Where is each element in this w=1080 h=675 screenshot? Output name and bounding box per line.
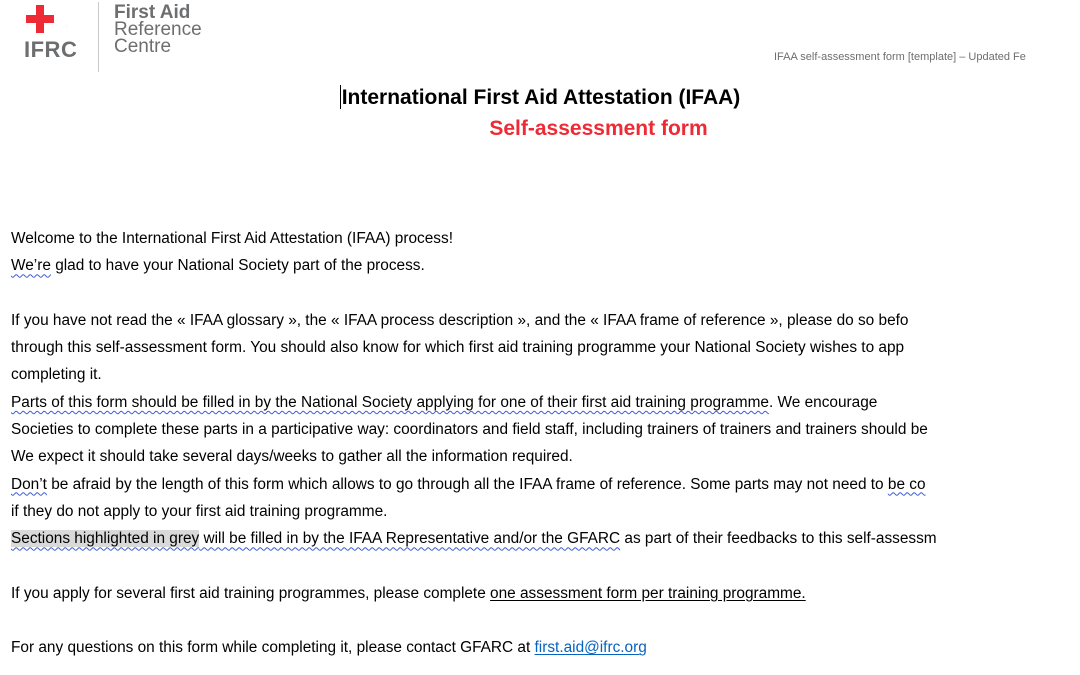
body-line: If you have not read the « IFAA glossary », the « IFAA process description », and the « IFAA frame of reference », please do so befo: [11, 311, 909, 329]
grammar-check-phrase[interactable]: be co: [887, 475, 926, 493]
blank-line: [11, 607, 1080, 634]
body-line: completing it.: [11, 366, 102, 384]
body-line: Welcome to the International First Aid Attestation (IFAA) process!: [11, 230, 453, 247]
title-text: International First Aid Attestation (IFAA): [341, 86, 741, 109]
logo-centre-name: [114, 4, 202, 55]
logo-ifrc-text: IFRC: [24, 37, 78, 62]
body-line: If you apply for several first aid training programmes, please complete one assessment form per training programme.: [11, 584, 806, 602]
email-link[interactable]: first.aid@ifrc.org: [534, 639, 647, 657]
body-line: Societies to complete these parts in a participative way: coordinators and field staff, including trainers of trainers and trainers should be: [11, 421, 928, 439]
grammar-check-phrase[interactable]: will be filled in by the IFAA Representative and/or the GFARC: [199, 530, 621, 548]
body-line: if they do not apply to your first aid training programme.: [11, 502, 388, 520]
spellcheck-word[interactable]: Don’t: [11, 475, 47, 493]
red-cross-crescent-emblem-icon: [25, 4, 85, 36]
logo-divider: [98, 2, 99, 72]
document-title[interactable]: [0, 85, 1080, 110]
body-line: For any questions on this form while completing it, please contact GFARC at first.aid@ifrc.org: [11, 639, 647, 657]
grammar-check-phrase[interactable]: Parts of this form should be filled in by the National Society applying for one of their first aid training programme: [11, 393, 769, 411]
body-line: through this self-assessment form. You should also know for which first aid training programme your National Society wishes to app: [11, 339, 905, 357]
body-line: Sections highlighted in grey will be filled in by the IFAA Representative and/or the GFARC as part of their feedbacks to this self-assessm: [11, 530, 937, 548]
blank-line: [11, 553, 1080, 580]
body-line: We expect it should take several days/weeks to gather all the information required.: [11, 448, 573, 466]
blank-line: [11, 280, 1080, 307]
body-line: Don’t be afraid by the length of this form which allows to go through all the IFAA frame of reference. Some parts may not need to be co: [11, 475, 926, 493]
logo-line-1: First Aid: [114, 2, 191, 23]
logo-line-3: Centre: [114, 36, 172, 57]
body-line: We’re glad to have your National Society part of the process.: [11, 257, 425, 275]
grey-highlighted-text[interactable]: Sections highlighted in grey: [11, 530, 200, 548]
underlined-text: one assessment form per training programme.: [490, 584, 806, 602]
text-cursor: [340, 85, 341, 109]
document-body[interactable]: [11, 225, 1080, 662]
header-note: IFAA self-assessment form [template] – Updated Fe: [774, 51, 1026, 63]
ifrc-logo: [22, 2, 222, 72]
logo-line-2: Reference: [114, 19, 202, 40]
document-subtitle: Self-assessment form: [489, 117, 708, 140]
spellcheck-word[interactable]: We’re: [11, 257, 51, 275]
body-line: Parts of this form should be filled in by the National Society applying for one of their first aid training programme. We encourage: [11, 393, 878, 411]
